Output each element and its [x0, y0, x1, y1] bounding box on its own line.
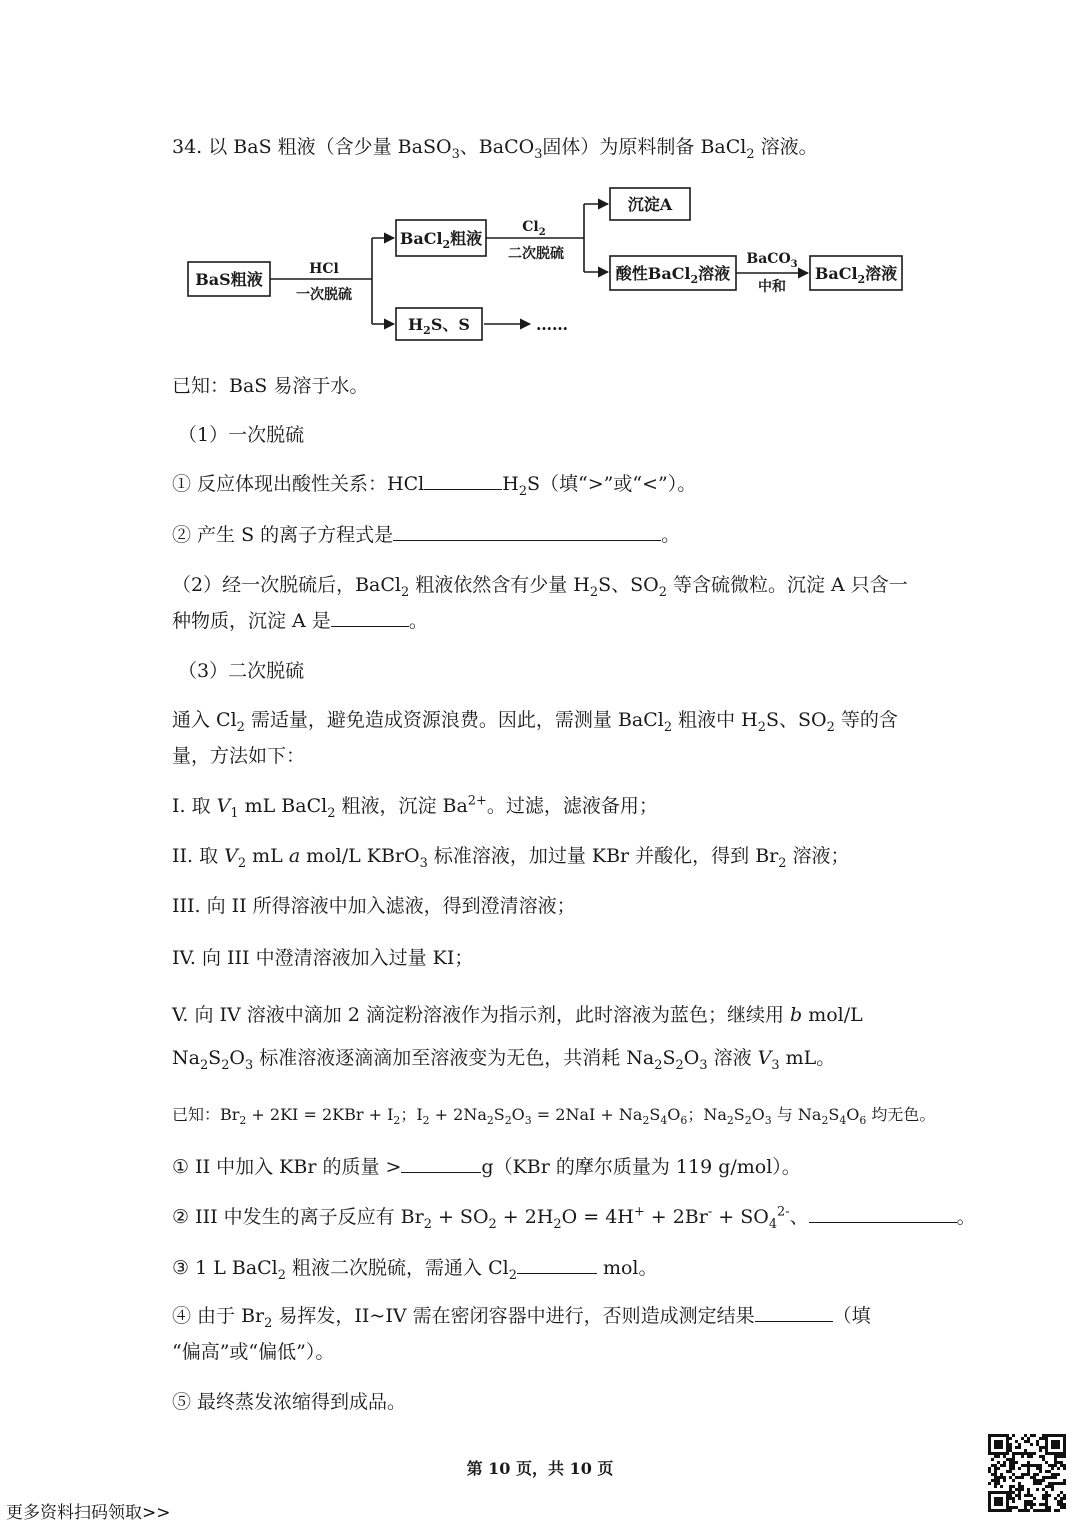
part1-item2: ② 产生 S 的离子方程式是 。	[172, 524, 681, 546]
acidic-bacl2-label: 酸性BaCl$_2$溶液	[615, 264, 731, 286]
part2-line1: （2）经一次脱硫后，BaCl$_2$ 粗液依然含有少量 $H_2S$、$SO_2$ 等含硫微粒。沉淀 A 只含一	[172, 574, 908, 600]
part1-title: （1）一次脱硫	[178, 424, 305, 446]
part1-item1: ① 反应体现出酸性关系：HCl $H_2S$（填“>”或“<”）。	[172, 473, 697, 499]
process-flowchart	[184, 180, 914, 350]
answer-blank[interactable]	[517, 1256, 597, 1274]
known-note: 已知：BaS 易溶于水。	[172, 375, 369, 397]
bacl2-crude-label: BaCl$_2$粗液	[399, 229, 483, 251]
precipitate-a-label: 沉淀A	[627, 195, 673, 214]
step-1: I. 取 $V_1$ mL BaCl$_2$ 粗液，沉淀 $Ba^{2+}$。过滤，滤液备用；	[172, 793, 658, 821]
step-5-line1: V. 向 IV 溶液中滴加 2 滴淀粉溶液作为指示剂，此时溶液为蓝色；继续用 b mol/L	[172, 1004, 863, 1026]
step-5-line2: $Na_2S_2O_3$ 标准溶液逐滴滴加至溶液变为无色，共消耗 $Na_2S_2O_3$ 溶液 $V_3$ mL。	[172, 1047, 836, 1073]
second-desulf-label: 二次脱硫	[508, 246, 564, 262]
first-desulf-label: 一次脱硫	[296, 287, 352, 303]
subq-3: ③ 1 L BaCl$_2$ 粗液二次脱硫，需通入 $Cl_2$ mol。	[172, 1257, 658, 1283]
subq-5: ⑤ 最终蒸发浓缩得到成品。	[172, 1391, 407, 1413]
known-reactions: 已知：$Br_2 + 2KI = 2KBr + I_2$；$I_2 + 2Na_2S_2O_3 = 2NaI + Na_2S_4O_6$；$Na_2S_2O_3$ 与 $Na_2S_4O_6$ 均无色。	[172, 1105, 936, 1128]
subq-1: ① II 中加入 KBr 的质量 > g（KBr 的摩尔质量为 119 g/mol）。	[172, 1156, 801, 1178]
part3-intro-line2: 量，方法如下：	[172, 745, 306, 767]
cl2-label: $Cl_2$	[522, 219, 546, 238]
subq-2: ② III 中发生的离子反应有 $Br_2 + SO_2 + 2H_2O = 4H^+ + 2Br^- + SO_4^{2-}$、 。	[172, 1204, 976, 1232]
question-number: 34.	[172, 136, 203, 158]
part2-line2: 种物质，沉淀 A 是 。	[172, 610, 428, 632]
answer-blank[interactable]	[424, 472, 502, 490]
hcl-label: HCl	[309, 261, 339, 277]
final-bacl2-label: BaCl$_2$溶液	[814, 264, 898, 286]
step-2: II. 取 $V_2$ mL a mol/L KBrO$_3$ 标准溶液，加过量 KBr 并酸化，得到 $Br_2$ 溶液；	[172, 845, 850, 871]
question-stem: 34. 以 BaS 粗液（含少量 BaSO$_3$、BaCO$_3$固体）为原料制备 BaCl$_2$ 溶液。	[172, 136, 818, 162]
h2s-s-label: $H_2S$、S	[408, 315, 470, 337]
answer-blank[interactable]	[755, 1304, 833, 1322]
subq-4-line2: “偏高”或“偏低”）。	[172, 1341, 335, 1363]
answer-blank[interactable]	[393, 523, 661, 541]
answer-blank[interactable]	[331, 609, 409, 627]
answer-blank[interactable]	[401, 1155, 481, 1173]
step-3: III. 向 II 所得溶液中加入滤液，得到澄清溶液；	[172, 895, 576, 917]
qr-code-icon[interactable]	[988, 1434, 1066, 1512]
page-number: 第 10 页，共 10 页	[466, 1459, 614, 1478]
part3-intro-line1: 通入 $Cl_2$ 需适量，避免造成资源浪费。因此，需测量 BaCl$_2$ 粗液中 $H_2S$、$SO_2$ 等的含	[172, 709, 898, 735]
subq-4-line1: ④ 由于 $Br_2$ 易挥发，II~IV 需在密闭容器中进行，否则造成测定结果 （填	[172, 1305, 871, 1331]
baco3-label: BaCO$_3$	[746, 251, 798, 270]
part3-title: （3）二次脱硫	[178, 660, 305, 682]
neutralize-label: 中和	[758, 279, 786, 295]
ellipsis: ……	[536, 315, 568, 334]
bas-crude-label: BaS粗液	[195, 270, 263, 289]
step-4: IV. 向 III 中澄清溶液加入过量 KI；	[172, 947, 474, 969]
answer-blank[interactable]	[809, 1205, 957, 1223]
more-resources-link[interactable]: 更多资料扫码领取>>	[6, 1503, 171, 1523]
